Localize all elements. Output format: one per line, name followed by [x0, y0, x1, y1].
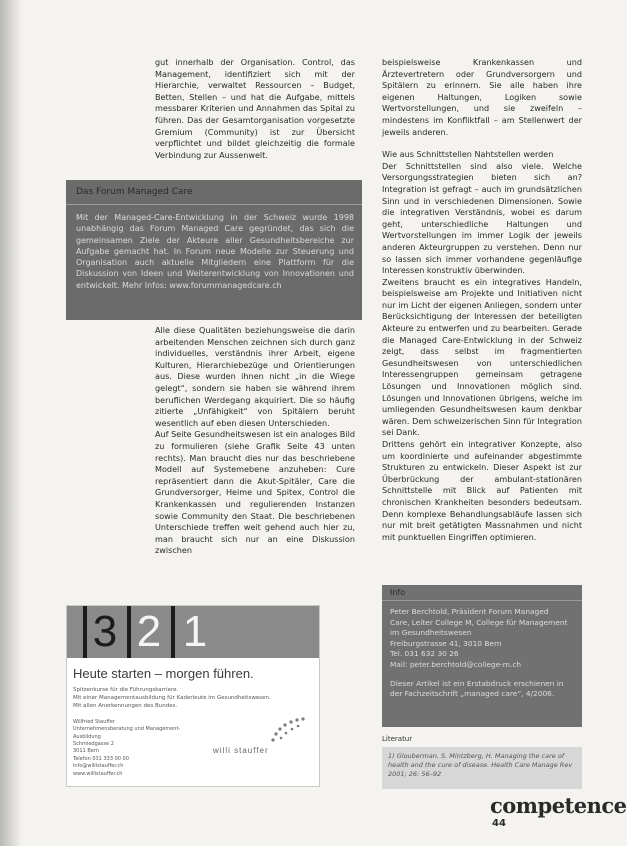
dotted-arc-logo-icon	[267, 714, 307, 744]
digit-bar	[83, 606, 87, 658]
ad-contact	[73, 756, 193, 778]
divider	[66, 204, 362, 205]
paragraph: beispielsweise Krankenkassen und Ärztevertretern oder Grundversorgern und Spitälern zu erinnern. Sie alle haben ihre eigenen Haltungen, Logiken sowie Wertvorstellungen, und sie zweifeln – mindestens im Konfliktfall – am Stellenwert der jeweils anderen.	[382, 57, 582, 137]
article-column-middle-bottom	[155, 325, 355, 557]
address-line: Unternehmensberatung und Management-Ausbildung	[73, 726, 181, 740]
ad-address	[73, 719, 193, 755]
info-box-text	[390, 607, 576, 700]
magazine-brand: competence	[490, 793, 627, 818]
paragraph: gut innerhalb der Organisation. Control, das Management, identifiziert sich mit der Hierarchie, verwaltet Ressourcen – Budget, Betten, Stellen – und hat die Aufgabe, mittels messbarer Kriterien und Annahmen das Spital zu führen. Das der Gesamtorganisation vorgesetzte Gremium (Community) ist zur Übersicht verpflichtet und bildet gleichzeitig die formale Verbindung zur Aussenwelt.	[155, 57, 355, 160]
info-line: Care, Leiter College M, College für Management im Gesundheitswesen	[390, 617, 568, 638]
page-gutter-shadow	[0, 0, 22, 846]
paragraph: Alle diese Qualitäten beziehungsweise die darin arbeitenden Menschen zeichnen sich durch ganz individuelles, verständnis ihrer Arbeit, eigene Kulturen, Hierarchiebezüge und Orientierungen aus. Diese wurden ihnen nicht „in die Wiege gelegt“, sondern sie haben sie während ihrem beruflichen Werdegang akquiriert. Die so häufig zitierte „Unfähigkeit“ von Spitälern beruht wesentlich auf eben diesen Unterschieden.	[155, 325, 355, 428]
article-column-middle-top	[155, 57, 355, 161]
address-line: 3011 Bern	[73, 748, 99, 755]
ad-brand-logo: willi stauffer	[213, 746, 269, 755]
paragraph: Drittens gehört ein integrativer Konzepte, also um koordinierte und aufeinander abgestimmte Strukturen zu entwickeln. Dieser Aspekt ist zur Überbrückung der ambulant-stationären Schnittstelle mit Blick auf Patienten mit chronischen Krankheiten besonders bedeutsam. Denn komplexe Behandlungsabläufe lassen sich nur mit breit getätigten Massnahmen und nicht mit punktuellen Eingriffen optimieren.	[382, 439, 582, 542]
info-line: Dieser Artikel ist ein Erstabdruck erschienen in der Fachzeitschrift „managed care“, 4/2006.	[390, 678, 564, 699]
ad-headline: Heute starten – morgen führen.	[73, 666, 254, 681]
digit-bar	[127, 606, 131, 658]
section-heading: Wie aus Schnittstellen Nahtstellen werden	[382, 149, 554, 160]
ad-digit: 1	[182, 607, 208, 656]
ad-digit: 2	[136, 607, 162, 656]
paragraph: Der Schnittstellen sind also viele. Welche Versorgungsstrategien bieten sich an? Integration ist gefragt – auch im grundsätzlichen Sinn und in verschiedenen Dimensionen. Sowie die integrativen Verständnis, wobei es darum geht, unterschiedliche Haltungen und Wertvorstellungen im immer Logik der jeweils anderen Akteurgruppen zu verstehen. Denn nur so lassen sich immer vorhandene gegenläufige Interessen konstruktiv überwinden.	[382, 160, 582, 276]
ad-line: Mit allen Anerkennungen des Bundes.	[73, 703, 178, 709]
ad-line: Mit einer Managementausbildung für Kaderleute im Gesundheitswesen.	[73, 695, 271, 701]
forum-box-text: Mit der Managed-Care-Entwicklung in der Schweiz wurde 1998 unabhängig das Forum Managed Care gegründet, das sich die gemeinsamen Ziele der Akteure aller Gesundheitsbereiche zur Aufgabe gemacht hat. In Forum neue Modelle zur Steuerung und Organisation auch aktuelle Mitgliedern eine Plattform für die Diskussion von Ideen und Weiterentwicklung von Innovationen und entwickelt. Mehr Infos: www.forummanagedcare.ch	[76, 213, 354, 290]
ad-description	[73, 686, 313, 710]
info-box	[382, 585, 582, 727]
address-line: Willfried Stauffer	[73, 719, 115, 725]
info-email[interactable]: Mail: peter.berchtold@college-m.ch	[390, 659, 522, 669]
paragraph: Zweitens braucht es ein integratives Handeln, beispielsweise am Projekte und Initiativen nicht nur im Licht der eigenen Anliegen, sondern unter Berücksichtigung der Interessen der beteiligten Akteure zu entwerfen und zu bearbeiten. Gerade die Managed Care-Entwicklung in der Schweiz zeigt, dass selbst im fragmentierten Gesundheitswesen von unterschiedlichen Interessengruppen gemeinsam getragene Lösungen und Innovationen möglich sind. Lösungen und Innovationen übrigens, welche im umliegenden Gesundheitswesen kaum denkbar wären. Dem schweizerischen Sinn für Integration sei Dank.	[382, 276, 582, 438]
ad-phone: Telefon 031 333 00 00	[73, 756, 129, 762]
info-line	[390, 671, 576, 679]
advertisement[interactable]	[66, 605, 320, 787]
ad-website-link[interactable]: www.willistauffer.ch	[73, 770, 123, 777]
ad-banner	[67, 606, 319, 658]
paragraph: Auf Seite Gesundheitswesen ist ein analoges Bild zu formulieren (siehe Grafik Seite 43 unten rechts). Man braucht dies nur das beschriebene Modell auf Systemebene anzuheben: Cure repräsentiert dann die Akut-Spitäler, Care die Grundversorger, Heime und Spitex, Control die Krankenkassen und regulierenden Instanzen sowie Community den Staat. Die beschriebenen Unterschiede treffen weit gehend auch hier zu, man braucht sich nur an eine Diskussion zwischen	[155, 429, 355, 556]
info-line: Tel. 031 632 30 26	[390, 649, 459, 659]
info-box-title: Info	[390, 588, 406, 597]
forum-box-title: Das Forum Managed Care	[76, 187, 193, 197]
address-line: Schmiedgasse 2	[73, 740, 114, 747]
literature-box	[382, 747, 582, 789]
ad-line: Spitzenkurse für die Führungskarriere.	[73, 687, 179, 693]
divider	[382, 600, 582, 601]
ad-digit: 3	[92, 607, 118, 656]
info-line: Freiburgstrasse 41, 3010 Bern	[390, 638, 502, 648]
forum-info-box	[66, 180, 362, 320]
page-number: 44	[492, 818, 506, 829]
info-line: Peter Berchtold, Präsident Forum Managed	[390, 607, 549, 616]
digit-bar	[171, 606, 175, 658]
article-column-right	[382, 57, 582, 543]
ad-email[interactable]: info@willistauffer.ch	[73, 763, 124, 770]
literature-label: Literatur	[382, 735, 413, 743]
literature-reference: 1) Glouberman, S. Mintzberg, H. Managing the care of health and the cure of disease. Health Care Manage Rev 2001; 26: 56–92	[388, 752, 573, 778]
